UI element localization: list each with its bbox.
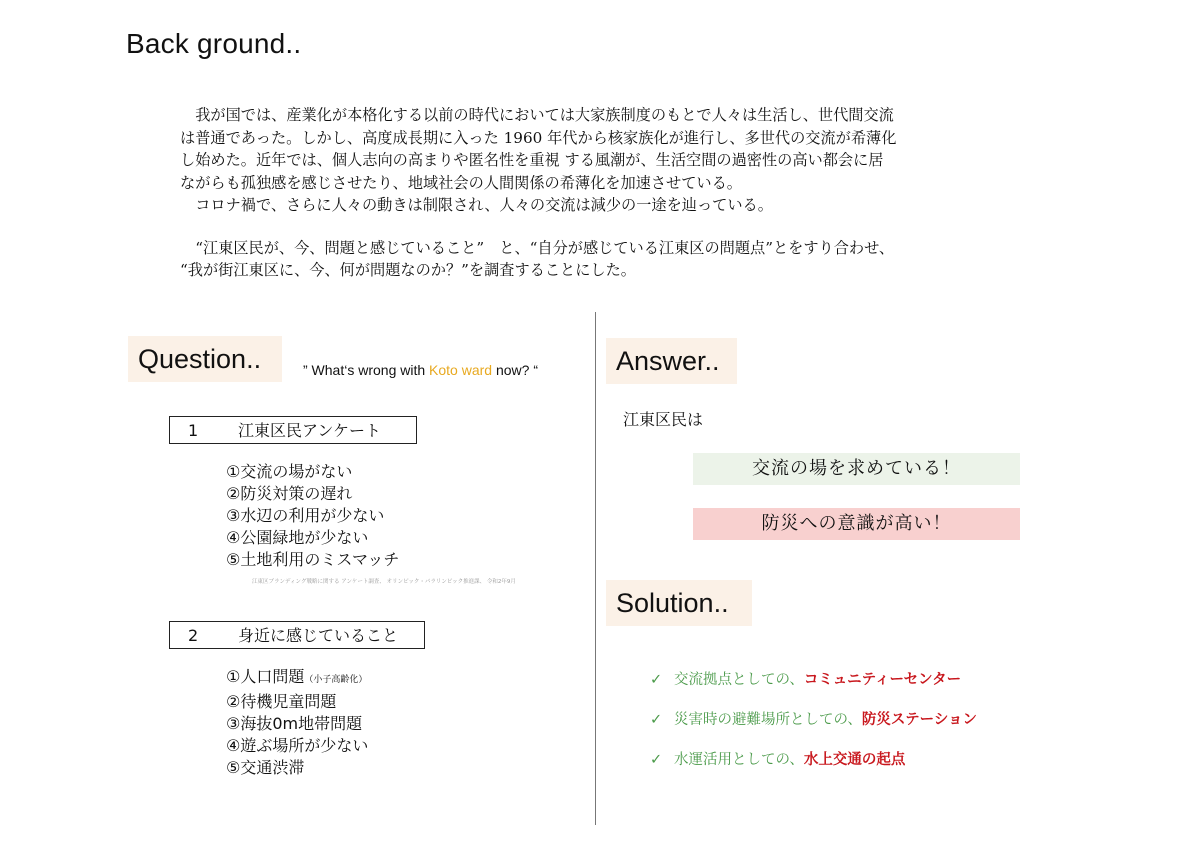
- section-title: 江東区民アンケート: [238, 421, 382, 440]
- subtitle-post: now? “: [492, 362, 539, 378]
- list-item: ⑤交通渋滞: [226, 758, 305, 777]
- background-line: し始めた。近年では、個人志向の高まりや匿名性を重視 する風潮が、生活空間の過密性の高い都会に居: [180, 151, 884, 169]
- list-item: ③海抜0m地帯問題: [226, 714, 363, 733]
- background-line: 我が国では、産業化が本格化する以前の時代においては大家族制度のもとで人々は生活し、世代間交流: [180, 106, 894, 124]
- list-item-text: ①人口問題: [226, 667, 305, 686]
- list-item: ④公園緑地が少ない: [226, 528, 369, 547]
- solution-highlight: コミュニティーセンター: [803, 672, 962, 688]
- vertical-divider: [595, 312, 596, 825]
- section-title: 身近に感じていること: [238, 626, 399, 645]
- answer-lead: 江東区民は: [623, 410, 704, 429]
- subtitle-highlight: Koto ward: [429, 362, 493, 378]
- background-line: は普通であった。しかし、高度成長期に入った 1960 年代から核家族化が進行し、多世代の交流が希薄化: [180, 128, 897, 147]
- answer-exchange-box: 交流の場を求めている！: [693, 453, 1020, 485]
- answer-disaster-box: 防災への意識が高い！: [693, 508, 1020, 540]
- solution-text: 交流拠点としての、: [674, 672, 804, 688]
- list-item: ③水辺の利用が少ない: [226, 506, 385, 525]
- section-number: 1: [188, 421, 199, 440]
- solution-item: [650, 708, 977, 748]
- background-text: [180, 104, 1040, 282]
- background-line: コロナ禍で、さらに人々の動きは制限され、人々の交流は減少の一途を辿っている。: [180, 196, 773, 214]
- list-item: ②防災対策の遅れ: [226, 484, 353, 503]
- answer-label: Answer..: [606, 338, 737, 384]
- question-label: Question..: [128, 336, 282, 382]
- survey-section-header: [169, 416, 417, 444]
- background-line: “江東区民が、今、問題と感じていること” と、“自分が感じている江東区の問題点”とをすり合わせ、: [180, 238, 895, 257]
- solution-label: Solution..: [606, 580, 752, 626]
- question-subtitle: [303, 362, 538, 378]
- check-icon: ✓: [650, 712, 663, 728]
- check-icon: ✓: [650, 672, 663, 688]
- background-line: “我が街江東区に、今、何が問題なのか？”を調査することにした。: [180, 261, 636, 279]
- list-item: ②待機児童問題: [226, 692, 337, 711]
- section-number: 2: [188, 626, 199, 645]
- background-line: ながらも孤独感を感じさせたり、地域社会の人間関係の希薄化を加速させている。: [180, 173, 742, 192]
- survey-items-list: [226, 461, 399, 571]
- page-title: Back ground..: [126, 28, 302, 59]
- familiar-issues-list: [226, 666, 368, 779]
- solution-text: 水運活用としての、: [674, 752, 804, 768]
- list-item: ④遊ぶ場所が少ない: [226, 736, 369, 755]
- list-item: ⑤土地利用のミスマッチ: [226, 550, 400, 569]
- solution-list: [650, 668, 977, 788]
- list-item: ①交流の場がない: [226, 462, 353, 481]
- solution-item: [650, 668, 977, 708]
- solution-highlight: 防災ステーション: [861, 712, 978, 728]
- list-item-note: （小子高齢化）: [304, 675, 368, 685]
- solution-highlight: 水上交通の起点: [803, 752, 906, 768]
- check-icon: ✓: [650, 752, 663, 768]
- solution-item: [650, 748, 977, 788]
- survey-source-note: 江東区ブランディング戦略に関する アンケート調査、 オリンピック・パラリンピック推進課、 令和2年9月: [252, 579, 516, 585]
- list-item: [226, 666, 368, 691]
- solution-text: 災害時の避難場所としての、: [674, 712, 862, 728]
- familiar-issues-header: [169, 621, 425, 649]
- subtitle-pre: ” What‘s wrong with: [303, 362, 430, 378]
